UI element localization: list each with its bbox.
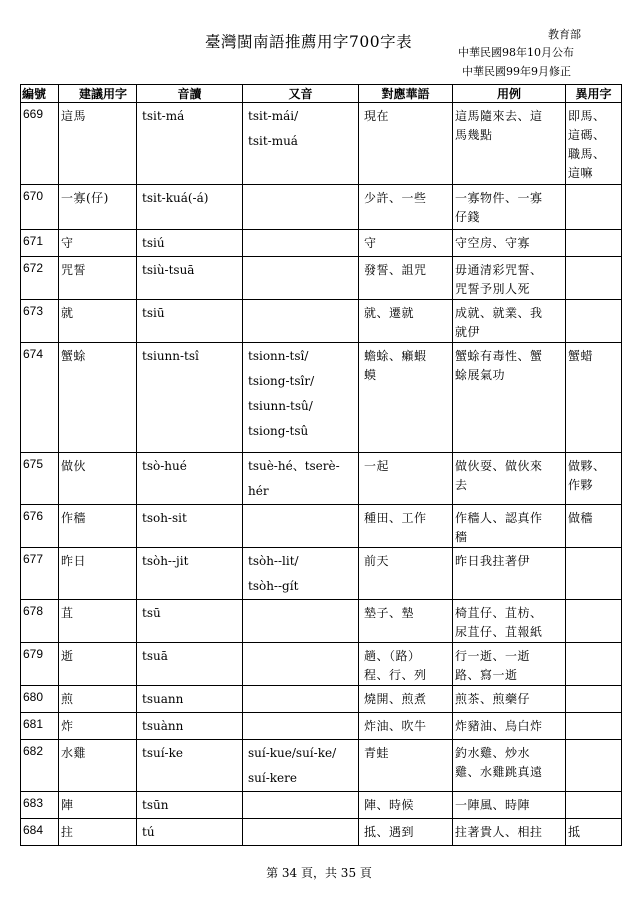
recommended-word-line: 水雞: [61, 746, 87, 760]
table-row: [21, 740, 622, 792]
recommended-word-line: 就: [61, 306, 74, 320]
pronunciation: [137, 713, 243, 740]
table-row: [21, 343, 622, 453]
alternate-character: [566, 792, 622, 819]
mandarin-equivalent: [359, 686, 453, 713]
pronunciation: [137, 505, 243, 548]
variant-pronunciation-line: tsòh--lit/: [248, 554, 299, 568]
variant-pronunciation: [243, 257, 359, 300]
column-header-alternate: 異用字: [566, 85, 622, 103]
usage-example-line: 成就、就業、我: [455, 306, 543, 320]
page-footer: 第 34 頁，共 35 頁: [266, 866, 372, 880]
table-row: [21, 453, 622, 505]
mandarin-equivalent-line: 炸油、吹牛: [364, 719, 427, 733]
recommended-word-line: 煎: [61, 692, 74, 706]
usage-example-line: 一陣風、時陣: [455, 798, 531, 812]
pronunciation-line: tsiunn-tsî: [142, 349, 199, 363]
variant-pronunciation: [243, 740, 359, 792]
mandarin-equivalent: [359, 505, 453, 548]
alternate-character-line: 蟹蜡: [568, 349, 594, 363]
recommended-word: [59, 343, 137, 453]
usage-example-line: 拄著貴人、相拄: [455, 825, 543, 839]
recommended-word: [59, 819, 137, 846]
recommended-word: [59, 600, 137, 643]
usage-example-line: 昨日我拄著伊: [455, 554, 531, 568]
pronunciation: [137, 257, 243, 300]
column-header-recommended: 建議用字: [59, 85, 137, 103]
column-header-number: 編號: [21, 85, 59, 103]
pronunciation: [137, 230, 243, 257]
alternate-character: [566, 185, 622, 230]
alternate-character: [566, 103, 622, 185]
recommended-word: [59, 643, 137, 686]
pronunciation: [137, 343, 243, 453]
recommended-word-line: 一寡(仔): [61, 191, 109, 205]
table-row: [21, 185, 622, 230]
usage-example: [453, 103, 566, 185]
mandarin-equivalent: [359, 548, 453, 600]
usage-example-line: 這馬隨來去、這: [455, 109, 543, 123]
variant-pronunciation-line: tsionn-tsî/: [248, 349, 309, 363]
usage-example-line: 毋通清彩咒誓、: [455, 263, 543, 277]
pronunciation-line: tsòh--jit: [142, 554, 189, 568]
mandarin-equivalent-line: 燒開、煎煮: [364, 692, 427, 706]
mandarin-equivalent-line: 陣、時候: [364, 798, 415, 812]
variant-pronunciation: [243, 819, 359, 846]
row-number: 670: [21, 185, 59, 230]
variant-pronunciation: [243, 230, 359, 257]
recommended-word: [59, 713, 137, 740]
usage-example-line: 仔錢: [455, 210, 481, 224]
usage-example: [453, 713, 566, 740]
usage-example-line: 釣水雞、炒水: [455, 746, 531, 760]
issuer: 教育部: [548, 28, 581, 41]
pronunciation-line: tsuí-ke: [142, 746, 183, 760]
usage-example: [453, 600, 566, 643]
row-number: 672: [21, 257, 59, 300]
alternate-character-line: 這碼、: [568, 128, 606, 142]
pronunciation-line: tsūn: [142, 798, 169, 812]
mandarin-equivalent-line: 發誓、詛咒: [364, 263, 427, 277]
pronunciation-line: tsoh-sit: [142, 511, 187, 525]
revised-date: 中華民國99年9月修正: [462, 65, 571, 78]
alternate-character: [566, 257, 622, 300]
usage-example-line: 尿苴仔、苴報紙: [455, 625, 543, 639]
usage-example-line: 馬幾點: [455, 128, 493, 142]
mandarin-equivalent-line: 一起: [364, 459, 390, 473]
usage-example-line: 穡: [455, 530, 468, 544]
row-number: 673: [21, 300, 59, 343]
usage-example-line: 煎茶、煎藥仔: [455, 692, 531, 706]
row-number: 677: [21, 548, 59, 600]
pronunciation-line: tsò-hué: [142, 459, 187, 473]
pronunciation-line: tsuā: [142, 649, 168, 663]
variant-pronunciation: [243, 600, 359, 643]
recommended-word: [59, 740, 137, 792]
usage-example: [453, 505, 566, 548]
recommended-word: [59, 300, 137, 343]
usage-example: [453, 343, 566, 453]
mandarin-equivalent: [359, 300, 453, 343]
mandarin-equivalent: [359, 185, 453, 230]
usage-example-line: 就伊: [455, 325, 481, 339]
pronunciation: [137, 643, 243, 686]
published-date: 中華民國98年10月公布: [458, 46, 574, 59]
pronunciation: [137, 548, 243, 600]
row-number: 669: [21, 103, 59, 185]
usage-example-line: 守空房、守寡: [455, 236, 531, 250]
mandarin-equivalent: [359, 713, 453, 740]
table-row: [21, 819, 622, 846]
table-row: [21, 257, 622, 300]
pronunciation: [137, 185, 243, 230]
mandarin-equivalent: [359, 230, 453, 257]
pronunciation-line: tsuànn: [142, 719, 184, 733]
usage-example: [453, 300, 566, 343]
recommended-word-line: 做伙: [61, 459, 87, 473]
recommended-word-line: 作穡: [61, 511, 87, 525]
recommended-word-line: 守: [61, 236, 74, 250]
row-number: 683: [21, 792, 59, 819]
pronunciation-line: tsit-má: [142, 109, 185, 123]
column-header-mandarin: 對應華語: [359, 85, 453, 103]
row-number: 678: [21, 600, 59, 643]
mandarin-equivalent-line: 蟾蜍、癩蝦: [364, 349, 427, 363]
table-row: [21, 600, 622, 643]
table-row: [21, 505, 622, 548]
recommended-word-line: 這馬: [61, 109, 87, 123]
pronunciation: [137, 819, 243, 846]
recommended-word-line: 昨日: [61, 554, 87, 568]
table-row: [21, 792, 622, 819]
recommended-word: [59, 792, 137, 819]
variant-pronunciation-line: suí-kere: [248, 771, 297, 785]
alternate-character-line: 職馬、: [568, 147, 606, 161]
variant-pronunciation: [243, 453, 359, 505]
usage-example: [453, 792, 566, 819]
mandarin-equivalent: [359, 257, 453, 300]
recommended-word-line: 逝: [61, 649, 74, 663]
recommended-word: [59, 686, 137, 713]
pronunciation: [137, 792, 243, 819]
column-header-variant-pronunciation: 又音: [243, 85, 359, 103]
alternate-character: [566, 230, 622, 257]
variant-pronunciation: [243, 343, 359, 453]
usage-example: [453, 819, 566, 846]
row-number: 674: [21, 343, 59, 453]
mandarin-equivalent-line: 抵、遇到: [364, 825, 415, 839]
table-row: [21, 103, 622, 185]
variant-pronunciation-line: tsiong-tsû: [248, 424, 309, 438]
variant-pronunciation: [243, 185, 359, 230]
variant-pronunciation-line: tsuè-hé、tserè-: [248, 459, 340, 473]
pronunciation: [137, 300, 243, 343]
usage-example-line: 行一逝、一逝: [455, 649, 531, 663]
usage-example: [453, 686, 566, 713]
usage-example-line: 椅苴仔、苴枋、: [455, 606, 543, 620]
word-table: [20, 84, 622, 846]
pronunciation-line: tsiū: [142, 306, 165, 320]
pronunciation-line: tsiù-tsuā: [142, 263, 195, 277]
pronunciation-line: tú: [142, 825, 155, 839]
alternate-character: [566, 686, 622, 713]
recommended-word-line: 陣: [61, 798, 74, 812]
recommended-word: [59, 185, 137, 230]
variant-pronunciation-line: tsòh--gít: [248, 579, 299, 593]
pronunciation: [137, 600, 243, 643]
usage-example: [453, 643, 566, 686]
recommended-word-line: 咒誓: [61, 263, 87, 277]
pronunciation: [137, 740, 243, 792]
recommended-word: [59, 257, 137, 300]
usage-example: [453, 740, 566, 792]
recommended-word: [59, 548, 137, 600]
usage-example: [453, 230, 566, 257]
alternate-character: [566, 505, 622, 548]
variant-pronunciation-line: tsit-muá: [248, 134, 298, 148]
mandarin-equivalent-line: 少許、一些: [364, 191, 427, 205]
table-row: [21, 230, 622, 257]
mandarin-equivalent-line: 青蛙: [364, 746, 390, 760]
alternate-character-line: 做穡: [568, 511, 594, 525]
alternate-character: [566, 600, 622, 643]
mandarin-equivalent: [359, 819, 453, 846]
alternate-character: [566, 740, 622, 792]
usage-example-line: 作穡人、認真作: [455, 511, 543, 525]
usage-example: [453, 548, 566, 600]
mandarin-equivalent-line: 趟、（路）: [364, 649, 421, 663]
row-number: 681: [21, 713, 59, 740]
table-row: [21, 548, 622, 600]
pronunciation-line: tsū: [142, 606, 161, 620]
row-number: 675: [21, 453, 59, 505]
variant-pronunciation: [243, 505, 359, 548]
variant-pronunciation: [243, 103, 359, 185]
mandarin-equivalent: [359, 453, 453, 505]
pronunciation: [137, 686, 243, 713]
mandarin-equivalent-line: 就、遷就: [364, 306, 415, 320]
alternate-character-line: 即馬、: [568, 109, 606, 123]
pronunciation-line: tsit-kuá(-á): [142, 191, 209, 205]
variant-pronunciation-line: tsiunn-tsû/: [248, 399, 313, 413]
row-number: 676: [21, 505, 59, 548]
usage-example-line: 做伙耍、做伙來: [455, 459, 543, 473]
variant-pronunciation: [243, 792, 359, 819]
column-header-pronunciation: 音讀: [137, 85, 243, 103]
alternate-character: [566, 819, 622, 846]
usage-example-line: 蟹蜍有毒性、蟹: [455, 349, 543, 363]
table-row: [21, 300, 622, 343]
mandarin-equivalent-line: 種田、工作: [364, 511, 427, 525]
variant-pronunciation-line: suí-kue/suí-ke/: [248, 746, 337, 760]
mandarin-equivalent-line: 程、行、列: [364, 668, 427, 682]
alternate-character: [566, 643, 622, 686]
alternate-character-line: 做夥、: [568, 459, 606, 473]
row-number: 679: [21, 643, 59, 686]
table-row: [21, 643, 622, 686]
recommended-word-line: 苴: [61, 606, 74, 620]
alternate-character: [566, 300, 622, 343]
mandarin-equivalent-line: 墊子、墊: [364, 606, 415, 620]
pronunciation: [137, 453, 243, 505]
alternate-character: [566, 713, 622, 740]
recommended-word-line: 炸: [61, 719, 74, 733]
mandarin-equivalent-line: 蟆: [364, 368, 377, 382]
page-title: 臺灣閩南語推薦用字700字表: [205, 33, 413, 51]
usage-example-line: 路、寫一逝: [455, 668, 518, 682]
variant-pronunciation-line: hér: [248, 484, 269, 498]
recommended-word-line: 拄: [61, 825, 74, 839]
row-number: 671: [21, 230, 59, 257]
variant-pronunciation-line: tsit-mái/: [248, 109, 299, 123]
usage-example-line: 雞、水雞跳真遠: [455, 765, 543, 779]
alternate-character: [566, 343, 622, 453]
variant-pronunciation: [243, 548, 359, 600]
pronunciation: [137, 103, 243, 185]
recommended-word: [59, 453, 137, 505]
alternate-character-line: 作夥: [568, 478, 594, 492]
usage-example-line: 咒誓予別人死: [455, 282, 531, 296]
pronunciation-line: tsiú: [142, 236, 165, 250]
mandarin-equivalent: [359, 740, 453, 792]
variant-pronunciation-line: tsiong-tsîr/: [248, 374, 315, 388]
mandarin-equivalent: [359, 600, 453, 643]
recommended-word: [59, 505, 137, 548]
mandarin-equivalent: [359, 643, 453, 686]
usage-example: [453, 185, 566, 230]
alternate-character: [566, 548, 622, 600]
usage-example: [453, 257, 566, 300]
table-header-row: [21, 85, 622, 103]
column-header-examples: 用例: [453, 85, 566, 103]
recommended-word: [59, 103, 137, 185]
mandarin-equivalent-line: 現在: [364, 109, 390, 123]
usage-example-line: 去: [455, 478, 468, 492]
variant-pronunciation: [243, 643, 359, 686]
mandarin-equivalent: [359, 103, 453, 185]
usage-example-line: 炸豬油、烏白炸: [455, 719, 543, 733]
mandarin-equivalent: [359, 792, 453, 819]
mandarin-equivalent: [359, 343, 453, 453]
usage-example-line: 蜍展氣功: [455, 368, 506, 382]
mandarin-equivalent-line: 守: [364, 236, 377, 250]
mandarin-equivalent-line: 前天: [364, 554, 390, 568]
alternate-character-line: 這嘛: [568, 166, 594, 180]
variant-pronunciation: [243, 713, 359, 740]
row-number: 682: [21, 740, 59, 792]
recommended-word-line: 蟹蜍: [61, 349, 87, 363]
alternate-character: [566, 453, 622, 505]
variant-pronunciation: [243, 300, 359, 343]
row-number: 684: [21, 819, 59, 846]
row-number: 680: [21, 686, 59, 713]
pronunciation-line: tsuann: [142, 692, 184, 706]
usage-example: [453, 453, 566, 505]
alternate-character-line: 抵: [568, 825, 581, 839]
variant-pronunciation: [243, 686, 359, 713]
usage-example-line: 一寡物件、一寡: [455, 191, 543, 205]
table-row: [21, 686, 622, 713]
table-row: [21, 713, 622, 740]
recommended-word: [59, 230, 137, 257]
